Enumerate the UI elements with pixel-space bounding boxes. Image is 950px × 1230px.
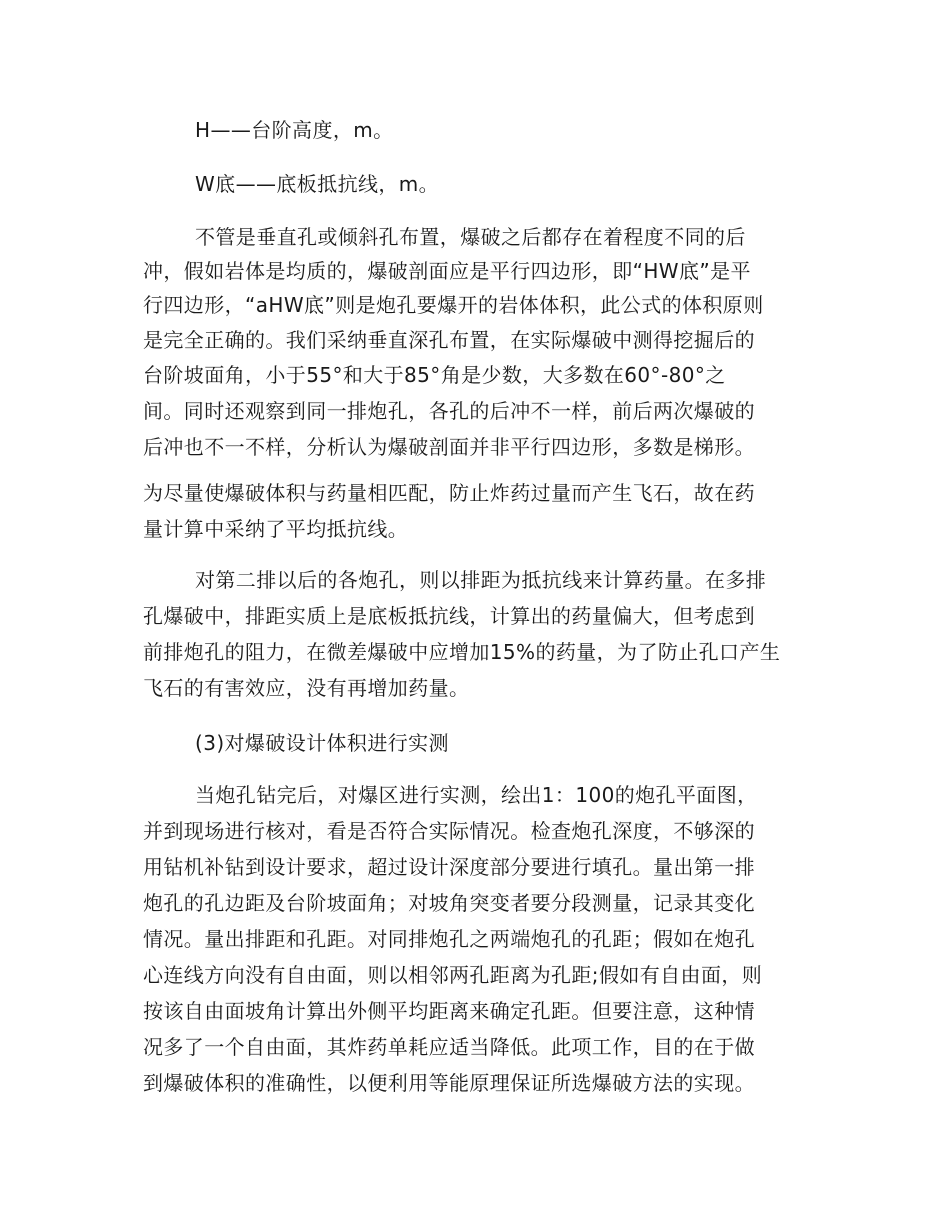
- text-line: 按该自由面坡角计算出外侧平均距离来确定孔距。但要注意，这种情: [143, 999, 755, 1023]
- text-line: 为尽量使爆破体积与药量相匹配，防止炸药过量而产生飞石，故在药: [143, 481, 755, 505]
- text-line: 冲，假如岩体是均质的，爆破剖面应是平行四边形，即“HW底”是平: [143, 259, 751, 283]
- text-line: 行四边形，“aHW底”则是炮孔要爆开的岩体体积，此公式的体积原则: [143, 293, 764, 317]
- text-line: W底——底板抵抗线，m。: [195, 172, 440, 196]
- text-line: 并到现场进行核对，看是否符合实际情况。检查炮孔深度，不够深的: [143, 819, 755, 843]
- text-line: 用钻机补钻到设计要求，超过设计深度部分要进行填孔。量出第一排: [143, 855, 755, 879]
- text-line: 量计算中采纳了平均抵抗线。: [143, 517, 409, 541]
- text-line: 到爆破体积的准确性，以便利用等能原理保证所选爆破方法的实现。: [143, 1071, 755, 1095]
- text-line: 情况。量出排距和孔距。对同排炮孔之两端炮孔的孔距；假如在炮孔: [143, 927, 755, 951]
- section-heading: (3)对爆破设计体积进行实测: [195, 731, 449, 755]
- text-line: H——台阶高度，m。: [195, 118, 394, 142]
- text-line: 当炮孔钻完后，对爆区进行实测，绘出1：100的炮孔平面图，: [195, 783, 758, 807]
- text-line: 前排炮孔的阻力，在微差爆破中应增加15%的药量，为了防止孔口产生: [143, 640, 781, 664]
- text-line: 间。同时还观察到同一排炮孔，各孔的后冲不一样，前后两次爆破的: [143, 399, 755, 423]
- text-line: 不管是垂直孔或倾斜孔布置，爆破之后都存在着程度不同的后: [195, 225, 746, 249]
- text-line: 后冲也不一不样，分析认为爆破剖面并非平行四边形，多数是梯形。: [143, 435, 755, 459]
- text-line: 飞石的有害效应，没有再增加药量。: [143, 676, 470, 700]
- text-line: 炮孔的孔边距及台阶坡面角；对坡角突变者要分段测量，记录其变化: [143, 891, 755, 915]
- text-line: 对第二排以后的各炮孔，则以排距为抵抗线来计算药量。在多排: [195, 568, 767, 592]
- text-line: 孔爆破中，排距实质上是底板抵抗线，计算出的药量偏大，但考虑到: [143, 604, 755, 628]
- text-line: 台阶坡面角，小于55°和大于85°角是少数，大多数在60°-80°之: [143, 363, 726, 387]
- text-line: 况多了一个自由面，其炸药单耗应适当降低。此项工作，目的在于做: [143, 1035, 755, 1059]
- text-line: 心连线方向没有自由面，则以相邻两孔距离为孔距;假如有自由面，则: [143, 963, 763, 987]
- text-line: 是完全正确的。我们采纳垂直深孔布置，在实际爆破中测得挖掘后的: [143, 328, 755, 352]
